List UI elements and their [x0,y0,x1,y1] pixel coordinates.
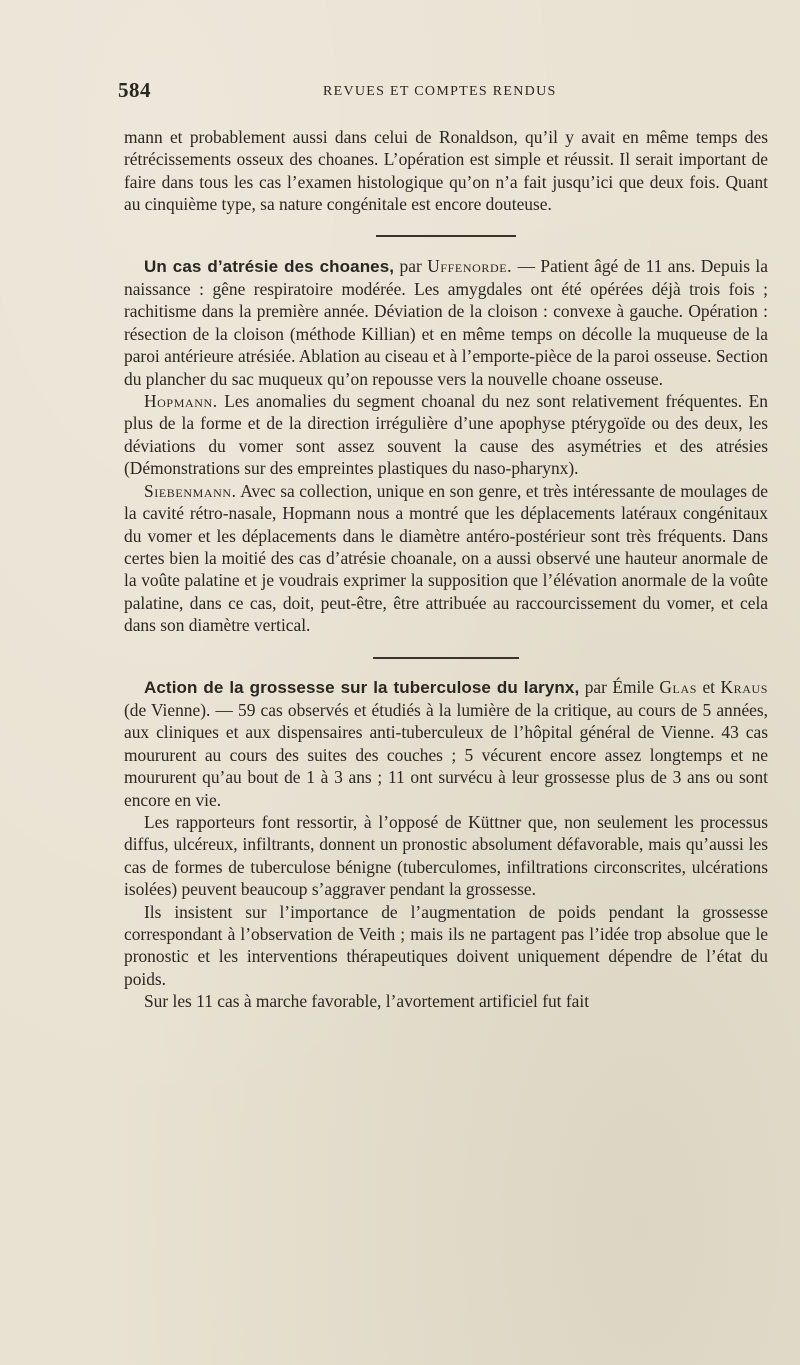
article-1-comment-hopmann [124,390,768,480]
article-1-title: Un cas d’atrésie des choanes, [144,256,395,276]
section-divider [373,657,519,659]
running-head: REVUES ET COMPTES RENDUS [323,84,557,99]
page-header [118,78,768,108]
commenter-name: Siebenmann. [144,480,237,501]
article-2-author-prefix: par Émile [579,676,660,697]
article-1-comment-siebenmann [124,480,768,637]
section-divider [376,235,516,237]
commenter-name: Hopmann. [144,391,218,412]
article-2-paragraph-4: Sur les 11 cas à marche favorable, l’avortement artificiel fut fait [144,991,590,1012]
article-2-author-1: Glas [659,676,697,697]
comment-text: Avec sa collection, unique en son genre, et très intéressante de moulages de la cavité rétro-nasale, Hopmann nous a montré que les déplacements latéraux congénitaux du vomer et les déplacements dans le diamètre antéro-postérieur sont très fréquents. Dans certes bien la moitié des cas d’atrésie choanale, on a aussi observé une hauteur anormale de la voûte palatine et je voudrais exprimer la supposition que l’élévation anormale de la voûte palatine, dans ce cas, doit, peut-être, être attribuée au raccourcissement du vomer, et cela dans son diamètre vertical. [124,480,768,636]
article-2-author-join: et [697,676,721,697]
article-1-author: Uffenorde. [427,255,513,276]
body-text [124,126,768,1013]
article-2-summary: (de Vienne). — 59 cas observés et étudiés à la lumière de la critique, au cours de 5 années, aux cliniques et aux dispensaires anti-tuberculeux de l’hôpital général de Vienne. 43 cas moururent au cours des suites des couches ; 5 vécurent encore assez longtemps et ne moururent qu’au bout de 1 à 3 ans ; 11 ont survécu à leur grossesse plus de 3 ans ou sont encore en vie. [124,699,768,810]
article-2-paragraph-2: Les rapporteurs font ressortir, à l’opposé de Küttner que, non seulement les processus diffus, ulcéreux, infiltrants, donnent un pronostic absolument défavorable, mais qu’aussi les cas de formes de tuberculose bénigne (tuberculomes, infiltrations circonscrites, ulcérations isolées) peuvent beaucoup s’aggraver pendant la grossesse. [124,811,768,900]
article-2-title: Action de la grossesse sur la tuberculose du larynx, [144,677,580,697]
comment-text: Les anomalies du segment choanal du nez sont relativement fréquentes. En plus de la forme et de la direction irrégulière d’une apophyse ptérygoïde ou des deux, les déviations du vomer sont assez souvent la cause des asymétries et des atrésies (Démonstrations sur des empreintes plastiques du naso-pharynx). [124,391,768,479]
page-number: 584 [118,78,151,102]
article-1-author-prefix: par [394,255,428,276]
intro-paragraph: mann et probablement aussi dans celui de Ronaldson, qu’il y avait en même temps des rétrécissements osseux des choanes. L’opération est simple et réussit. Il serait important de faire dans tous les cas l’examen histologique qu’on n’a fait jusqu’ici que deux fois. Quant au cinquième type, sa nature congénitale est encore douteuse. [124,127,768,215]
article-1-paragraph [124,255,768,390]
article-2-paragraph-3: Ils insistent sur l’importance de l’augmentation de poids pendant la grossesse correspondant à l’observation de Veith ; mais ils ne partagent pas l’idée trop absolue que le pronostic et les interventions thérapeutiques doivent uniquement dépendre de l’état du poids. [124,901,768,989]
article-2-paragraph [124,676,768,811]
article-2-author-2: Kraus [720,676,769,697]
article-1-summary: — Patient âgé de 11 ans. Depuis la naissance : gêne respiratoire modérée. Les amygdales ont été opérées déjà trois fois ; rachitisme dans la première année. Déviation de la cloison : convexe à gauche. Opération : résection de la cloison (méthode Killian) et en même temps on décolle la muqueuse de la paroi antérieure atrésiée. Ablation au ciseau et à l’emporte-pièce de la paroi osseuse. Section du plancher du sac muqueux qu’on repousse vers la nouvelle choane osseuse. [124,255,768,389]
